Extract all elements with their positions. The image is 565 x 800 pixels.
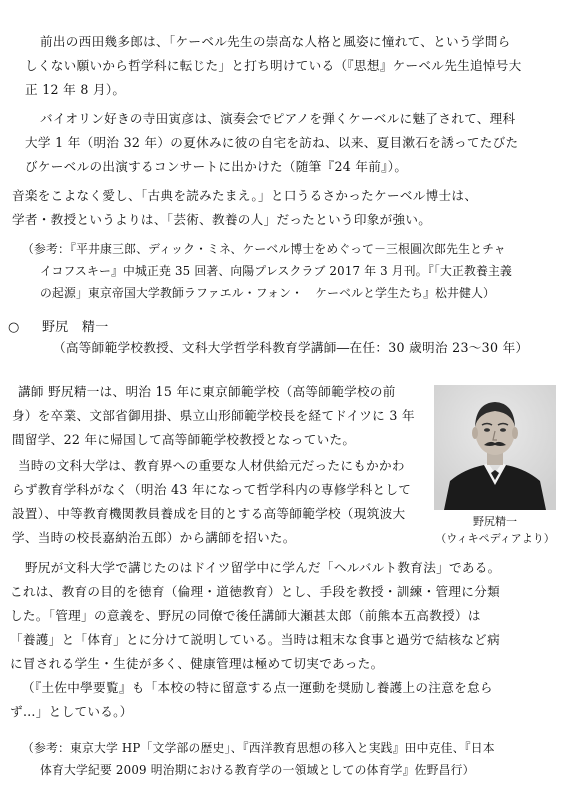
body-text-line: しくない願いから哲学科に転じた」と打ち明けている（『思想』ケーベル先生追悼号大 (25, 58, 522, 73)
section-heading-subtitle: （高等師範学校教授、文科大学哲学科教育学講師―在任：30 歳明治 23～30 年） (53, 340, 529, 355)
reference-line: （参考：『平井康三郎、ディック・ミネ、ケーベル博士をめぐって－三根圓次郎先生とチャ (22, 242, 506, 256)
body-text-line: 身）を卒業、文部省御用掛、県立山形師範学校長を経てドイツに 3 年 (12, 408, 415, 423)
portrait-illustration (434, 385, 556, 510)
body-text-line: 「養護」と「体育」とに分けて説明している。当時は粗末な食事と過労で結核など病 (10, 632, 500, 647)
reference-line: イコフスキー』中城正尭 35 回著、向陽プレスクラブ 2017 年 3 月刊。『「大正教養主義 (40, 264, 512, 278)
body-text-line: 設置）、中等教育機関教員養成を目的とする高等師範学校（現筑波大 (12, 506, 406, 521)
section-heading-name: 野尻 精一 (42, 320, 109, 335)
body-text-line: 学者・教授というよりは、「芸術、教養の人」だったという印象が強い。 (12, 212, 432, 227)
body-text-line: に冒される学生・生徒が多く、健康管理は極めて切実であった。 (10, 656, 384, 671)
body-text-line: 音楽をこよなく愛し、「古典を読みたまえ。」と口うるさかったケーベル博士は、 (12, 188, 478, 203)
reference-line: （参考：東京大学 HP「文学部の歴史」、『西洋教育思想の移入と実践』田中克佳、『日本 (22, 741, 495, 755)
section-bullet-icon: ○ (8, 320, 20, 335)
body-text-line: した。「管理」の意義を、野尻の同僚で後任講師大瀬甚太郎（前熊本五高教授）は (10, 608, 481, 623)
body-text-line: バイオリン好きの寺田寅彦は、演奏会でピアノを弾くケーベルに魅了されて、理科 (40, 111, 516, 126)
body-text-line: 当時の文科大学は、教育界への重要な人材供給元だったにもかかわ (18, 458, 405, 473)
body-text-line: （『土佐中學要覧』も「本校の特に留意する点一運動を奨励し養護上の注意を怠ら (22, 680, 493, 695)
body-text-line: 講師 野尻精一は、明治 15 年に東京師範学校（高等師範学校の前 (18, 384, 396, 399)
body-text-line: 間留学、22 年に帰国して高等師範学校教授となっていた。 (12, 432, 356, 447)
body-text-line: びケーベルの出演するコンサートに出かけた（随筆『24 年前』）。 (25, 159, 408, 174)
body-text-line: 野尻が文科大学で講じたのはドイツ留学中に学んだ「ヘルバルト教育法」である。 (25, 560, 501, 575)
photo-caption-name: 野尻精一 (473, 515, 517, 528)
body-text-line: これは、教育の目的を徳育（倫理・道徳教育）とし、手段を教授・訓練・管理に分類 (10, 584, 500, 599)
body-text-line: 学、当時の校長嘉納治五郎）から講師を招いた。 (12, 530, 296, 545)
reference-line: の起源」東京帝国大学教師ラファエル・フォン・ ケーベルと学生たち』松井健人） (40, 286, 496, 300)
body-text-line: 前出の西田幾多郎は、「ケーベル先生の崇高な人格と風姿に憧れて、という学問ら (40, 34, 511, 49)
photo-caption-source: （ウィキペディアより） (435, 532, 555, 545)
body-text-line: 大学 1 年（明治 32 年）の夏休みに彼の自宅を訪ね、以来、夏目漱石を誘ってたびた (25, 135, 519, 150)
reference-line: 体育大学紀要 2009 明治期における教育学の一領域としての体育学』佐野昌行） (40, 763, 475, 777)
portrait-photo (434, 385, 556, 510)
body-text-line: 正 12 年 8 月）。 (25, 82, 126, 97)
body-text-line: らず教育学科がなく（明治 43 年になって哲学科内の専修学科として (12, 482, 412, 497)
body-text-line: ず…」としている。） (10, 704, 133, 719)
